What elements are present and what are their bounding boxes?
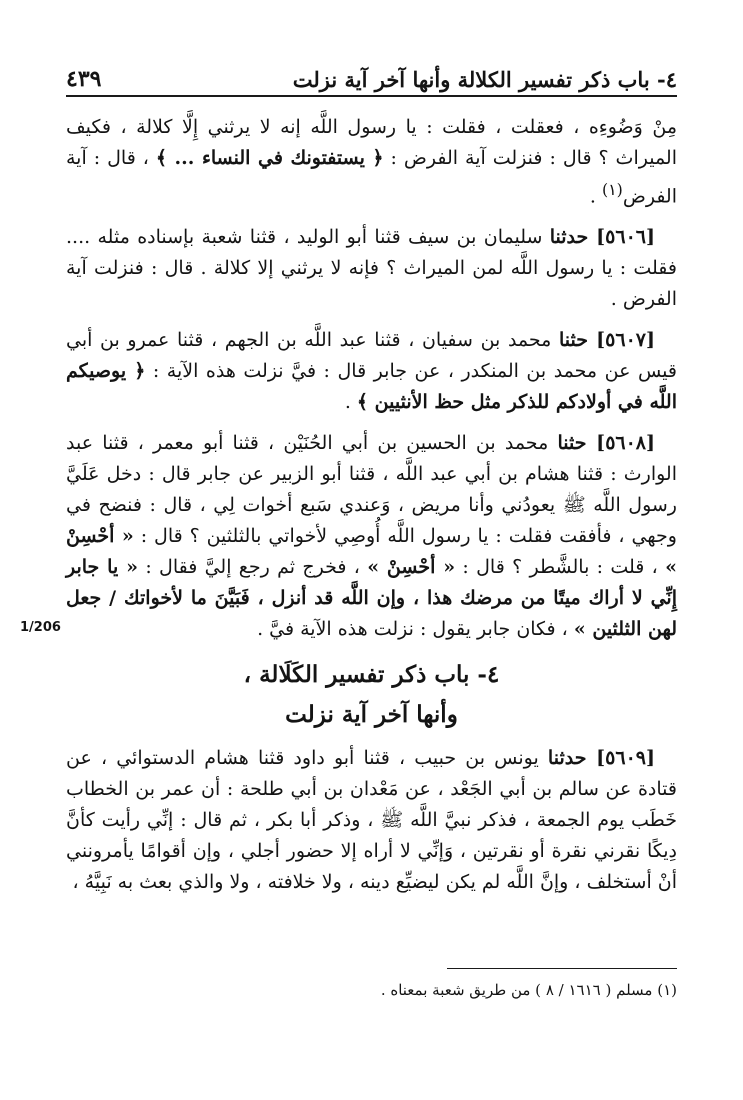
paragraph-p5609 <box>66 743 677 898</box>
text-run: « يا جابر إِنِّي لا أراك ميتًا من مرضك هذا ، وإن اللَّه قد أنزل ، فَبَيَّنَ ما لأخواتك / جعل لهن الثلثين » <box>66 556 677 641</box>
text-run: ، فكان جابر يقول : نزلت هذه الآية فيَّ . <box>257 618 574 641</box>
text-run: [٥٦٠٦] حدثنا <box>549 226 655 249</box>
text-run: « أحْسِنْ » <box>66 525 677 579</box>
section-heading <box>66 655 677 735</box>
paragraph-p5606 <box>66 222 677 315</box>
text-run: مِنْ وَضُوءِه ، فعقلت ، فقلت : يا رسول اللَّه إنه لا يرثني إِلَّا كلالة ، فكيف الميراث ؟ قال : فنزلت آية الفرض : <box>66 116 677 169</box>
chapter-title: ٤- باب ذكر تفسير الكلالة وأنها آخر آية نزلت <box>292 67 677 92</box>
text-run: [٥٦٠٧] حثنا <box>558 329 655 352</box>
text-run: محمد بن الحسين بن أبي الحُنَيْن ، قثنا أبو معمر ، قثنا عبد الوارث : قثنا هشام بن أبي عبد اللَّه ، قثنا أبو الزبير عن جابر قال : دخل عَلَيَّ رسول اللَّه ﷺ يعودُني وأنا مريض ، وَعندي سَبع أخوات لِي ، قال : فنضح في وجهي ، فأفقت فقلت : يا رسول اللَّه أُوصِي لأخواتي بالثلثين ؟ قال : <box>66 432 677 548</box>
footnote-divider <box>447 968 677 969</box>
text-run: ﴿ يستفتونك في النساء ... ﴾ <box>155 147 384 169</box>
text-run: ، قال : آية الفرض <box>66 147 677 208</box>
section-heading-line-1: ٤- باب ذكر تفسير الكَلَالة ، <box>243 661 500 689</box>
paragraph-p5608 <box>66 428 677 645</box>
section-heading-line-2: وأنها آخر آية نزلت <box>285 701 458 729</box>
text-run: (١) <box>601 180 623 199</box>
page-number: ٤٣٩ <box>66 66 102 92</box>
text-run: « أحْسِنْ » <box>367 556 456 579</box>
paragraphs-after-heading <box>66 743 677 898</box>
text-run: ، قلت : بالشَّطر ؟ قال : <box>455 556 666 579</box>
page-body <box>66 112 677 908</box>
text-run: ﴿ يوصيكم اللَّه في أولادكم للذكر مثل حظ الأنثيين ﴾ <box>66 360 677 414</box>
text-run: [٥٦٠٩] حدثنا <box>547 747 655 770</box>
text-run: سليمان بن سيف قثنا أبو الوليد ، قثنا شعبة بإسناده مثله .... فقلت : يا رسول اللَّه لمن الميراث ؟ فإنه لا يرثني إلا كلالة . قال : فنزلت آية الفرض . <box>66 226 677 311</box>
text-run: [٥٦٠٨] حثنا <box>557 432 656 455</box>
header-divider <box>66 95 677 97</box>
text-run: إنِّي رأيت كأنَّ دِيكًا نقرني نقرة أو نقرتين ، وَإنِّي لا أراه إلا حضور أجلي ، وإن أقوامًا يأمرونني أنْ أستخلف ، وإنَّ اللَّه لم يكن ليضيِّع دينه ، ولا خلافته ، ولا والذي بعث به نَبِيَّهُ ، <box>66 809 677 894</box>
text-run: ، فخرج ثم رجع إليَّ فقال : <box>138 556 368 579</box>
text-run: يونس بن حبيب ، قثنا أبو داود قثنا هشام الدستوائي ، عن قتادة عن سالم بن أبي الجَعْد ، عن مَعْدان بن أبي طلحة : أن عمر بن الخطاب خَطَب يوم الجمعة ، فذكر نبيَّ اللَّه ﷺ ، وذكر أبا بكر ، ثم قال : <box>66 747 677 832</box>
text-run: . <box>589 185 602 208</box>
paragraphs-before-heading <box>66 112 677 645</box>
margin-reference: 1/206 <box>20 620 61 635</box>
paragraph-p5607 <box>66 325 677 418</box>
paragraph-p1 <box>66 112 677 212</box>
text-run: . <box>344 391 357 414</box>
footnote: (١) مسلم ( ١٦١٦ / ٨ ) من طريق شعبة بمعناه . <box>380 981 677 999</box>
page-header <box>66 52 677 92</box>
text-run: محمد بن سفيان ، قثنا عبد اللَّه بن الجهم ، قثنا عمرو بن أبي قيس عن محمد بن المنكدر ، عن جابر قال : فيَّ نزلت هذه الآية : <box>66 329 677 383</box>
